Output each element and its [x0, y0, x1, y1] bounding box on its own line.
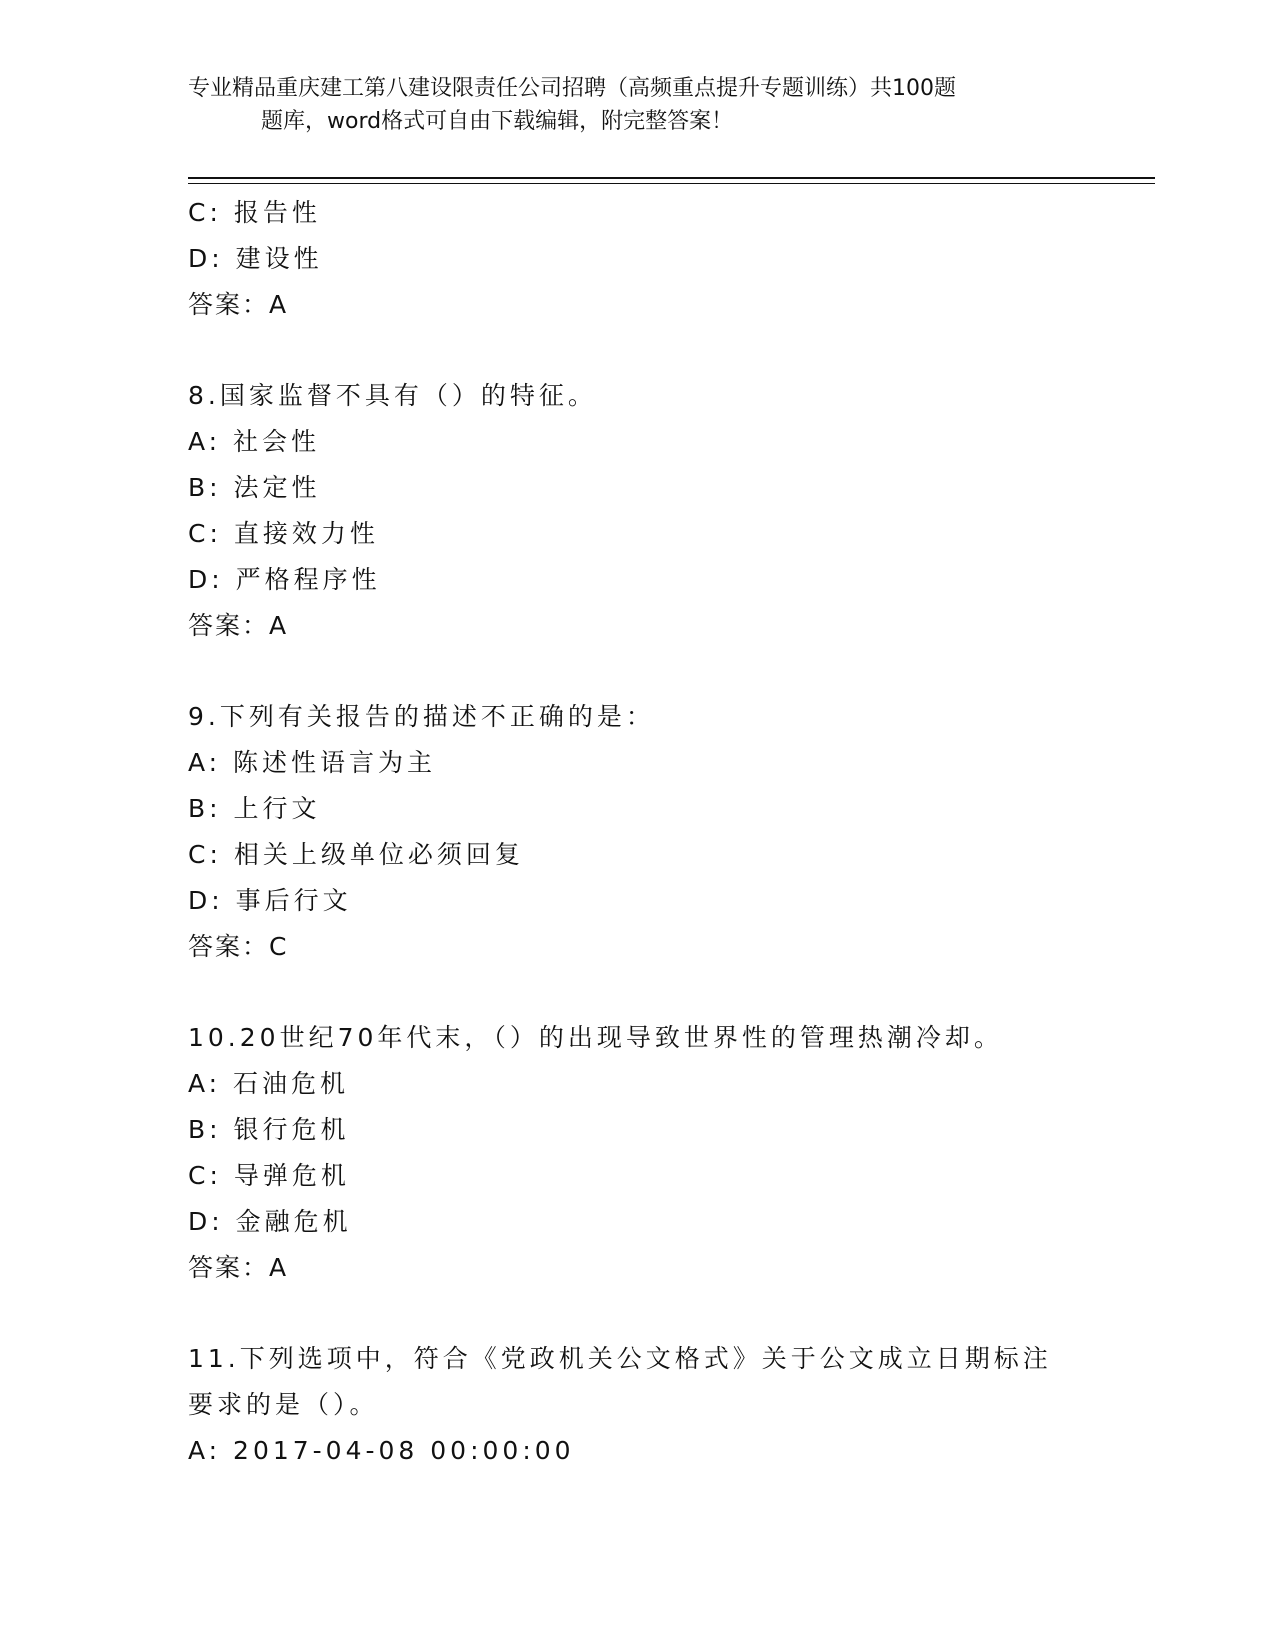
q8-option-d: D: 严格程序性 — [188, 565, 381, 594]
q8-answer: 答案：A — [188, 611, 289, 640]
q9-option-c: C: 相关上级单位必须回复 — [188, 840, 524, 869]
header-rule-thin — [188, 183, 1155, 184]
q9-option-a: A: 陈述性语言为主 — [188, 748, 437, 777]
q8-option-b: B: 法定性 — [188, 473, 321, 502]
prev-option-d: D: 建设性 — [188, 244, 323, 273]
question-list — [188, 190, 1088, 1474]
q11-option-a: A: 2017-04-08 00:00:00 — [188, 1436, 575, 1465]
q8-question: 8.国家监督不具有（）的特征。 — [188, 381, 597, 410]
header-title-line1: 专业精品重庆建工第八建设限责任公司招聘（高频重点提升专题训练）共100题 — [188, 76, 956, 101]
q9-answer: 答案：C — [188, 932, 289, 961]
q10-answer: 答案：A — [188, 1253, 289, 1282]
document-header — [188, 72, 1068, 138]
header-rule-thick — [188, 177, 1155, 179]
q10-option-d: D: 金融危机 — [188, 1207, 352, 1236]
q9-option-b: B: 上行文 — [188, 794, 321, 823]
q9-question: 9.下列有关报告的描述不正确的是： — [188, 702, 655, 731]
q10-option-c: C: 导弹危机 — [188, 1161, 350, 1190]
header-title-line2: 题库，word格式可自由下载编辑，附完整答案！ — [261, 109, 734, 134]
q8-option-a: A: 社会性 — [188, 427, 321, 456]
prev-answer: 答案：A — [188, 290, 289, 319]
prev-option-c: C: 报告性 — [188, 198, 321, 227]
q9-option-d: D: 事后行文 — [188, 886, 352, 915]
q10-question: 10.20世纪70年代末，（）的出现导致世界性的管理热潮冷却。 — [188, 1023, 1003, 1052]
q10-option-b: B: 银行危机 — [188, 1115, 350, 1144]
q8-option-c: C: 直接效力性 — [188, 519, 379, 548]
q11-question: 11.下列选项中，符合《党政机关公文格式》关于公文成立日期标注要求的是（）。 — [188, 1344, 1052, 1419]
q10-option-a: A: 石油危机 — [188, 1069, 350, 1098]
